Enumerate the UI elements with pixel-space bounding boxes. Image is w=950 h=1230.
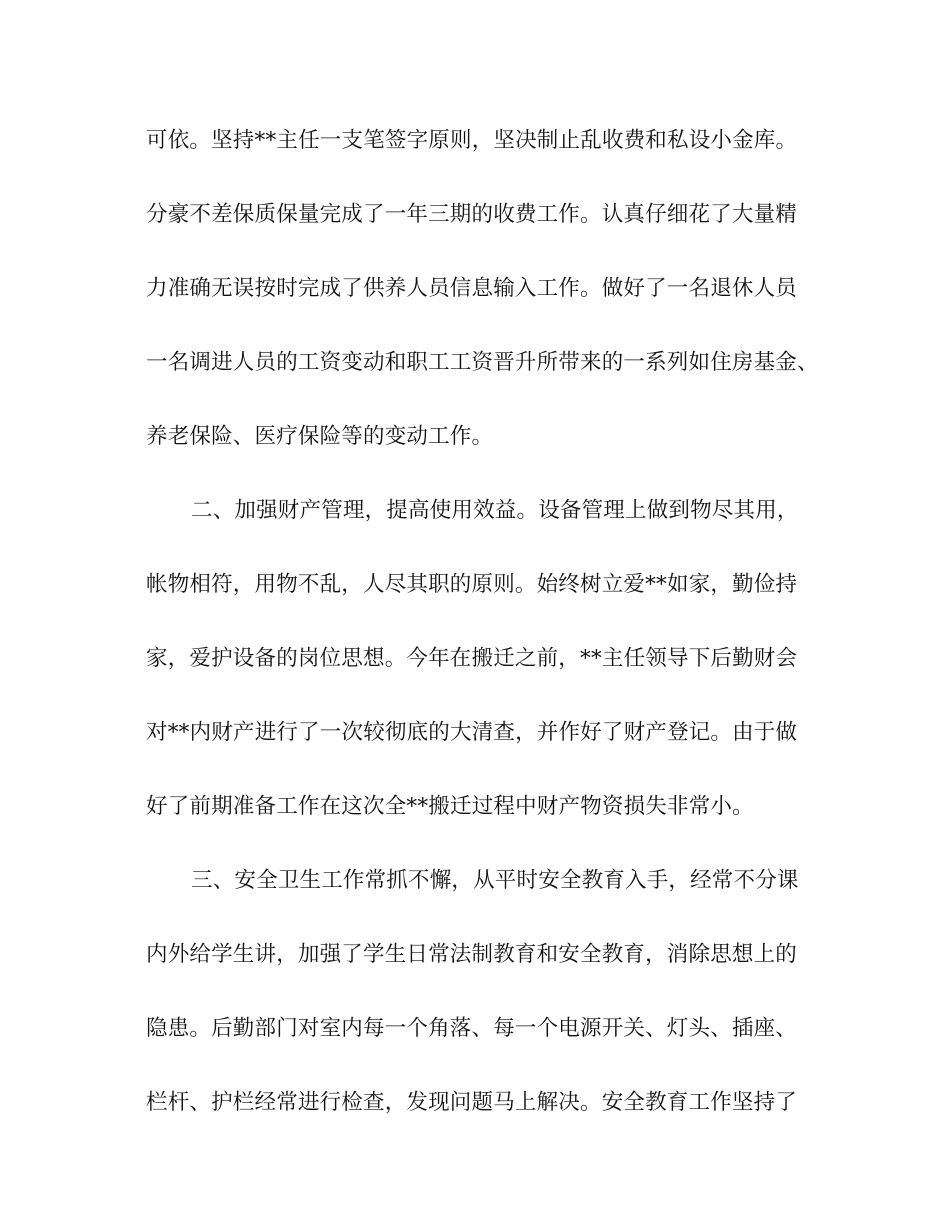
text-line-12: 内外给学生讲，加强了学生日常法制教育和安全教育，消除思想上的: [146, 942, 798, 967]
text-line-13: 隐患。后勤部门对室内每一个角落、每一个电源开关、灯头、插座、: [146, 1016, 798, 1041]
text-line-10: 好了前期准备工作在这次全**搬迁过程中财产物资损失非常小。: [146, 794, 754, 819]
text-line-1: 可依。坚持**主任一支笔签字原则，坚决制止乱收费和私设小金库。: [146, 128, 798, 153]
paragraph-3-start: 三、安全卫生工作常抓不懈，从平时安全教育入手，经常不分课: [191, 868, 799, 893]
text-line-7: 帐物相符，用物不乱，人尽其职的原则。始终树立爱**如家，勤俭持: [146, 572, 798, 597]
text-line-3: 力准确无误按时完成了供养人员信息输入工作。做好了一名退休人员: [146, 276, 798, 301]
paragraph-2-start: 二、加强财产管理，提高使用效益。设备管理上做到物尽其用，: [191, 498, 799, 523]
text-line-4: 一名调进人员的工资变动和职工工资晋升所带来的一系列如住房基金、: [146, 350, 819, 375]
text-line-2: 分豪不差保质保量完成了一年三期的收费工作。认真仔细花了大量精: [146, 202, 798, 227]
text-line-14: 栏杆、护栏经常进行检查，发现问题马上解决。安全教育工作坚持了: [146, 1090, 798, 1115]
text-line-9: 对**内财产进行了一次较彻底的大清查，并作好了财产登记。由于做: [146, 720, 798, 745]
text-line-8: 家，爱护设备的岗位思想。今年在搬迁之前，**主任领导下后勤财会: [146, 646, 798, 671]
text-line-5: 养老保险、医疗保险等的变动工作。: [146, 424, 494, 449]
